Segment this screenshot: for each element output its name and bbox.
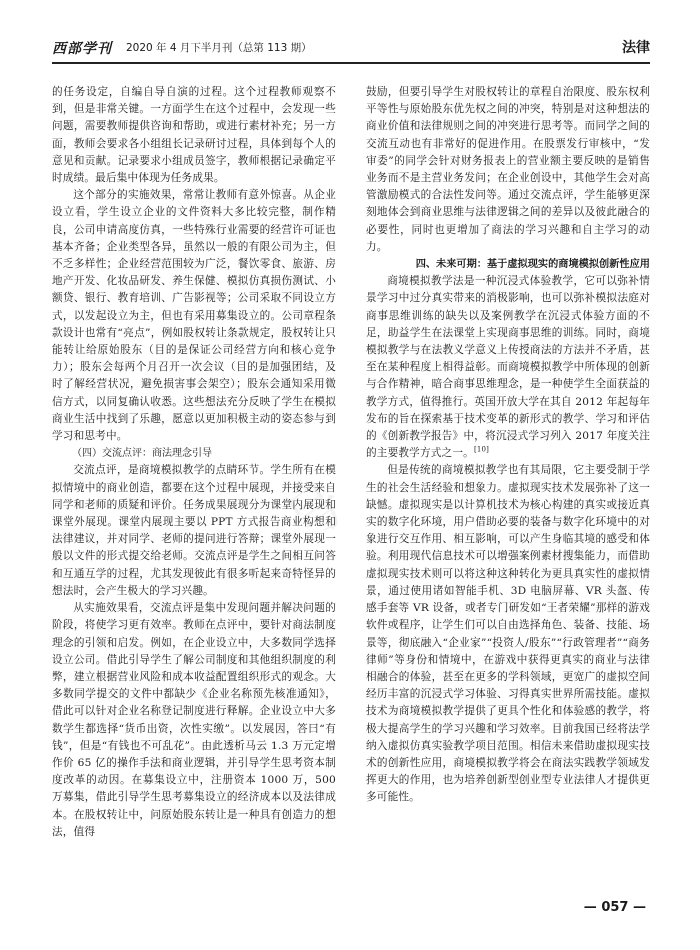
section-heading: 四、未来可期：基于虚拟现实的商境模拟创新性应用	[415, 259, 650, 271]
paragraph	[366, 273, 650, 462]
paragraph: 的任务设定，自编自导自演的过程。这个过程教师观察不到，但是非常关键。一方面学生在这个过程中，会发现一些问题，需要教师提供咨询和帮助，或进行素材补充；另一方面，教师会要求各小组组长记录研讨过程，具体到每个人的意见和贡献。记录要求小组成员签字，教师根据记录确定平时成绩。最后集中体现为任务成果。	[52, 86, 336, 185]
subsection-heading: （四）交流点评：商法理念引导	[72, 448, 212, 460]
right-column	[366, 84, 650, 874]
page-number: — 057 —	[583, 900, 646, 915]
journal-logo: 西部学刊	[52, 41, 112, 57]
paragraph: 从实施效果看，交流点评是集中发现问题并解决问题的阶段，将使学习更有效率。教师在点评中，要针对商法制度理念的引领和启发。例如，在企业设立中，大多数同学选择设立公司。借此引导学生了解公司制度和其他组织制度的利弊，建立根据营业风险和成本收益配置组织形式的观念。大多数同学提交的文件中都缺少《企业名称预先核准通知》，借此可以针对企业名称登记制度进行释解。企业设立中大多数学生都选择“货币出资，次性实缴”。以发展因，答曰“有钱”，但是“有钱也不可乱花”。由此透析马云 1.3 万元定增作价 65 亿的操作手法和商业逻辑，并引导学生思考资本制度改革的动因。在募集设立中，注册资本 1000 万，500 万募集，借此引导学生思考募集设立的经济成本以及法律成本。在股权转让中，问原始股东转让是一种具有创造力的想法，值得	[52, 602, 336, 838]
running-header	[52, 32, 650, 64]
watermark: 号	[274, 471, 358, 557]
paragraph-text: 商境模拟教学法是一种沉浸式体验教学，它可以弥补情景学习中过分真实带来的消极影响，也可以弥补模拟法庭对商事思维训练的缺失以及案例教学在沉浸式体验方面的不足，助益学生在法课堂上实现商事思维的训练。同时，商境模拟教学与在法教义学意义上传授商法的方法并不矛盾，甚至在某种程度上相得益彰。而商境模拟教学中所体现的创新与合作精神，暗合商事思维理念，是一种使学生全面获益的教学方式，值得推行。英国开放大学在其自 2012 年起每年发布的旨在探索基于技术变革的新形式的教学、学习和评估的《创新教学报告》中，将沉浸式学习列入 2017 年度关注的主要教学方式之一。	[366, 275, 650, 460]
paragraph: 但是传统的商境模拟教学也有其局限，它主要受制于学生的社会生活经验和想象力。虚拟现实技术发展弥补了这一缺憾。虚拟现实是以计算机技术为核心构建的真实或接近真实的数字化环境，用户借助必要的装备与数字化环境中的对象进行交互作用、相互影响，可以产生身临其境的感受和体验。利用现代信息技术可以增强案例素材搜集能力，而借助虚拟现实技术则可以将这种这种转化为更具真实性的虚拟情景，通过使用诸如智能手机、3D 电脑屏幕、VR 头盔、传感手套等 VR 设备，或者专门研发如“王者荣耀”那样的游戏软件或程序，让学生们可以自由选择角色、装备、技能、场景等，彻底融入“企业家”“投资人/股东”“行政管理者”“商务律师”等身份和情境中，在游戏中获得更真实的商业与法律相融合的体验，甚至在更多的学科领域，更宽广的虚拟空间经历丰富的沉浸式学习体验、习得真实世界所需技能。虚拟技术为商境模拟教学提供了更具个性化和体验感的教学，将极大提高学生的学习兴趣和学习效率。目前我国已经将法学纳入虚拟仿真实验教学项目范围。相信未来借助虚拟现实技术的创新性应用，商境模拟教学将会在商法实践教学领域发挥更大的作用，也为培养创新型创业型专业法律人才提供更多可能性。	[366, 464, 650, 804]
footnote-ref: [10]	[473, 445, 490, 454]
paragraph: 这个部分的实施效果，常常让教师有意外惊喜。从企业设立看，学生设立企业的文件资料大多比较完整，制作精良，公司申请高度仿真，一些特殊行业需要的经营许可证也基本齐备；企业类型各异，虽然以一般的有限公司为主，但不乏多样性；企业经营范围较为广泛，餐饮零食、旅游、房地产开发、化妆品研发、养生保健、模拟仿真损伤测试、小额贷、银行、教育培训、广告影视等；公司采取不同设立方式，以发起设立为主，但也有采用募集设立的。公司章程条款设计也常有“亮点”，例如股权转让条款规定，股权转让只能转让给原始股东（目的是保证公司经营方向和核心竞争力）；股东会每两个月召开一次会议（目的是加强团结，及时了解经营状况，避免损害事会架空）；股东会通知采用微信方式，以同复确认收悉。这些想法充分反映了学生在模拟商业生活中找到了乐趣，愿意以更加积极主动的姿态参与到学习和思考中。	[52, 189, 336, 443]
paragraph: 鼓励，但要引导学生对股权转让的章程自治限度、股东权利平等性与原始股东优先权之间的冲突，特别是对这种想法的商业价值和法律规则之间的冲突进行思考等。而同学之间的交流互动也有非常好的促进作用。在股票发行审核中，“发审委”的同学会针对财务报表上的营业额主要反映的是销售业务而不是主营业务发问；在企业创设中，其他学生会对高管激励模式的合法性发问等。通过交流点评，学生能够更深刻地体会到商业思维与法律逻辑之间的差异以及彼此融合的必要性，同时也更增加了商法的学习兴趣和自主学习的动力。	[366, 86, 650, 253]
issue-info: 2020 年 4 月下半月刊（总第 113 期）	[126, 42, 312, 54]
section-name: 法律	[622, 40, 650, 56]
paragraph: 交流点评，是商境模拟教学的点睛环节。学生所有在模拟情境中的商业创造，都要在这个过程中展现，并接受来自同学和老师的质疑和评价。任务成果展现分为课堂内展现和课堂外展现。课堂内展现主要以 PPT 方式报告商业构想和法律建议，并对同学、老师的提问进行答辩；课堂外展现一般以文件的形式提交给老师。交流点评是学生之间相互问答和互通互学的过程，尤其发现彼此有很多听起来奇特怪异的想法时，会产生极大的学习兴趣。	[52, 464, 336, 597]
left-column	[52, 84, 336, 874]
